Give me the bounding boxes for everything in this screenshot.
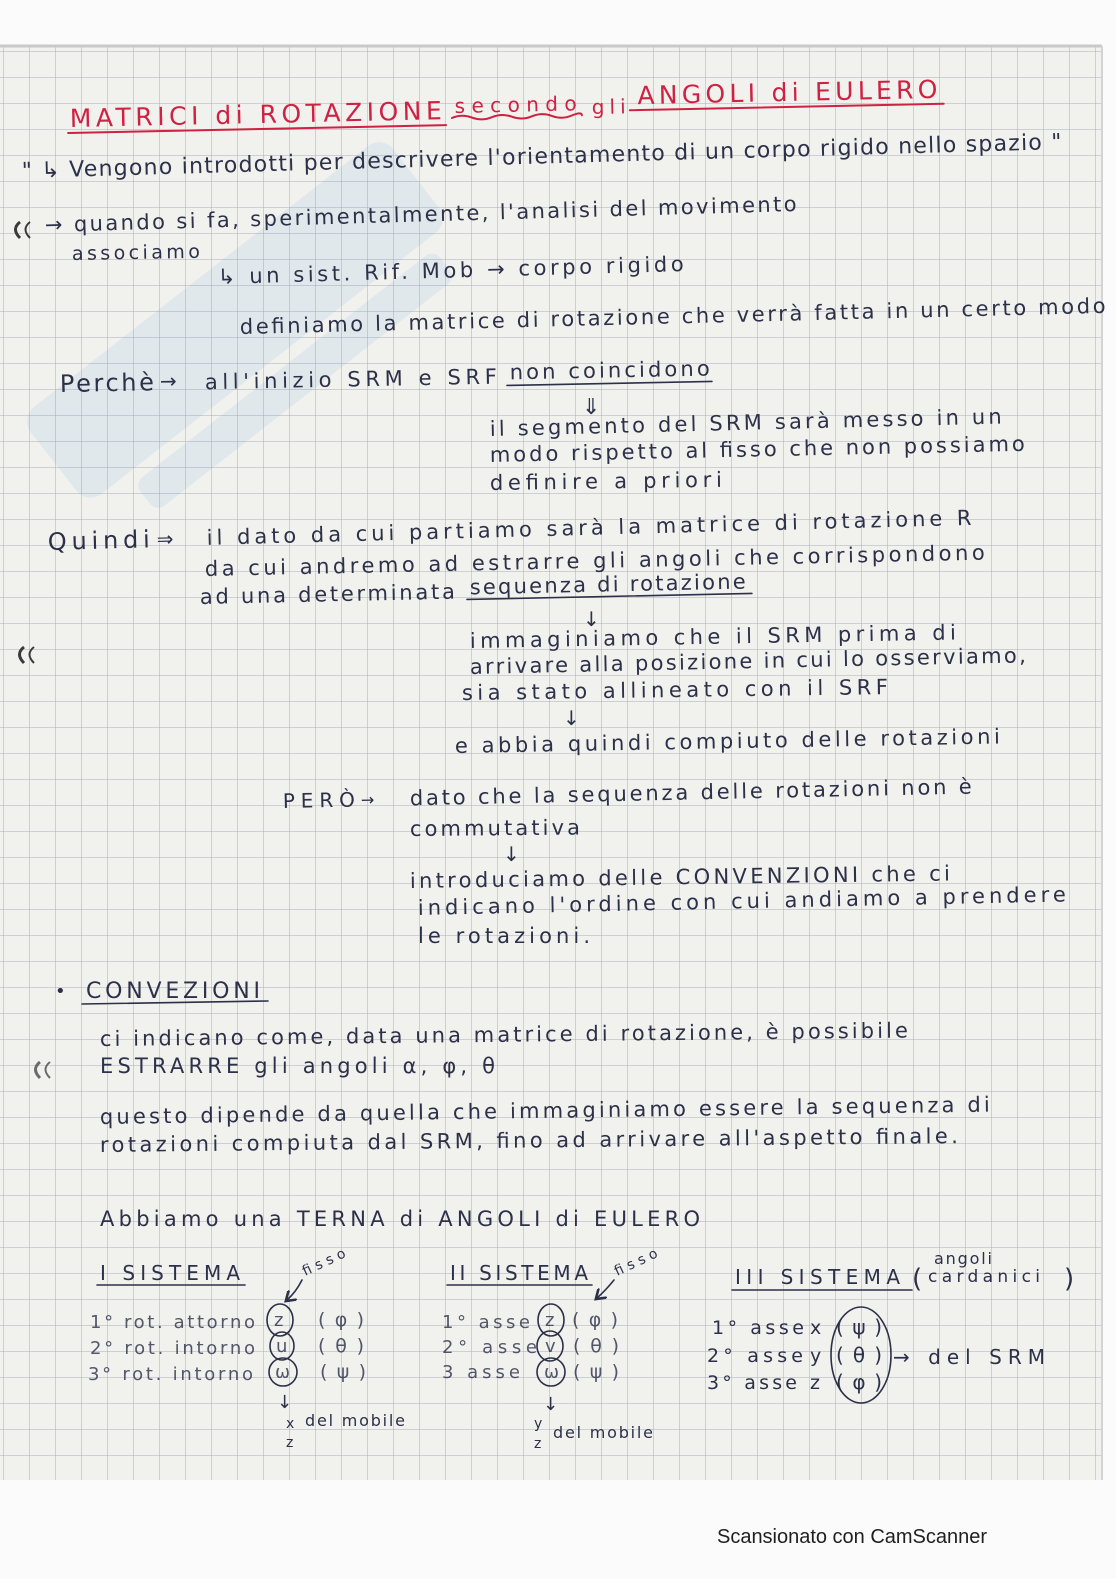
system-1-mobile-axis-top: x [286,1416,295,1432]
system-3-row-2-label: 2° asse [707,1345,803,1367]
system-2-mobile-axis-bottom: z [534,1436,542,1452]
pero-line-2: commutativa [409,815,581,841]
pero-detail-line-2: indicano l'ordine con cui andiamo a prendere [417,882,1066,920]
quindi-line-2: da cui andremo ad estrarre gli angoli che corrispondono [204,540,985,581]
quindi-detail-line-3: sia stato allineato con il SRF [461,675,889,705]
quindi-down-arrow-2: ↓ [563,706,580,730]
system-2-row-2-label: 2° asse [442,1337,537,1358]
system-3-paren-close: ) [1064,1264,1075,1294]
system-1-mobile-label: del mobile [305,1411,405,1430]
title-main: MATRICI di ROTAZIONE [69,96,443,133]
pero-detail-line-3: le rotazioni. [418,924,590,948]
perche-down-arrow: ⇓ [582,395,601,420]
title-gli: gli [591,94,626,120]
system-1-row-2-axis: u [276,1336,288,1357]
system-3-row-2-axis: y [810,1345,822,1367]
terna-heading: Abbiamo una TERNA di ANGOLI di EULERO [100,1207,700,1231]
system-2-down-arrow: ↓ [543,1394,559,1415]
perche-underlined-text: non coincidono [509,356,710,385]
quindi-arrow: ⇒ [156,526,174,552]
quindi-detail-line-1: immaginiamo che il SRM prima di [469,620,957,653]
convenzioni-detail-line-1: questo dipende da quella che immaginiamo essere la sequenza di [99,1092,990,1129]
convenzioni-heading: CONVEZIONI [86,979,260,1004]
system-2-row-2-axis: v [545,1336,556,1357]
pero-line-1: dato che la sequenza delle rotazioni non è [409,774,972,811]
perche-line-3: definire a priori [489,467,723,495]
system-3-title: III SISTEMA [735,1265,900,1289]
system-2-row-1-label: 1° asse [442,1312,530,1333]
system-1-row-1-label: 1° rot. attorno [90,1312,255,1333]
system-3-row-3-axis: z [810,1372,820,1394]
quindi-underlined-text: sequenza di rotazione [469,569,746,600]
pero-down-arrow: ↓ [503,842,520,866]
quindi-conclusion: e abbia quindi compiuto delle rotazioni [454,724,1001,758]
system-3-row-3-label: 3° asse [707,1372,797,1394]
convenzioni-line-1: ci indicano come, data una matrice di rotazione, è possibile [99,1018,909,1051]
perche-arrow: → [159,368,177,394]
system-3-result: → del SRM [893,1345,1045,1369]
system-3-row-3-angle: (φ) [836,1370,882,1394]
quindi-label: Quindi [47,525,151,556]
system-2-row-3-label: 3 asse [442,1362,520,1383]
system-1-row-3-label: 3° rot. intorno [88,1364,253,1385]
title-secondo: secondo [454,91,577,118]
system-2-mobile-axis-top: y [534,1416,543,1432]
system-1-down-arrow: ↓ [277,1392,293,1413]
experiment-line-2: associamo [71,240,201,265]
quindi-line-3: ad una determinata [199,579,456,609]
system-3-row-1-label: 1° asse [712,1317,804,1339]
system-3-row-1-axis: x [810,1317,822,1339]
system-1-row-1-axis: z [274,1310,284,1331]
system-2-row-1-angle: (φ) [572,1309,618,1331]
system-1-row-2-angle: (θ) [318,1335,364,1357]
perche-label: Perchè [59,368,155,398]
system-3-note-top: angoli [934,1249,992,1268]
system-3-note-bottom: cardanici [928,1267,1040,1287]
experiment-line-3: ↳ un sist. Rif. Mob → corpo rigido [217,251,684,289]
pero-arrow: → [360,790,375,810]
system-2-title: II SISTEMA [450,1261,588,1285]
system-2-mobile-label: del mobile [553,1423,653,1442]
system-1-row-3-axis: ω [275,1362,291,1383]
system-1-row-1-angle: (φ) [318,1309,364,1331]
pero-label: PERÒ [282,787,356,813]
system-3-row-2-angle: (θ) [836,1343,882,1367]
experiment-line-4: definiamo la matrice di rotazione che verrà fatta in un certo modo [239,293,1106,339]
system-1-row-2-label: 2° rot. intorno [90,1338,255,1359]
system-1-fisso-note: fisso [299,1245,349,1280]
perche-text: all'inizio SRM e SRF [204,364,498,395]
title-angoli: ANGOLI di EULERO [637,74,938,111]
quindi-down-arrow: ↓ [583,607,600,631]
system-3-paren-open: ( [912,1264,923,1294]
intro-text: " ↳ Vengono introdotti per descrivere l'orientamento di un corpo rigido nello spazio " [21,129,1062,184]
system-2-fisso-note: fisso [611,1245,661,1280]
scanner-footer: Scansionato con CamScanner [717,1526,987,1548]
system-2-row-3-angle: (ψ) [573,1361,619,1383]
perche-line-2: modo rispetto al fisso che non possiamo [489,431,1025,467]
convenzioni-detail-line-2: rotazioni compiuta dal SRM, fino ad arrivare all'aspetto finale. [99,1124,959,1157]
perche-line-1: il segmento del SRM sarà messo in un [489,404,1002,441]
system-1-title: I SISTEMA [100,1261,240,1285]
system-2-row-2-angle: (θ) [573,1335,619,1357]
experiment-line-1: → quando si fa, sperimentalmente, l'analisi del movimento [44,192,797,237]
system-1-mobile-axis-bottom: z [286,1435,294,1451]
quindi-detail-line-2: arrivare alla posizione in cui lo osserviamo, [469,643,1026,679]
system-2-row-1-axis: z [545,1310,555,1331]
system-1-row-3-angle: (ψ) [320,1361,366,1383]
system-3-row-1-angle: (ψ) [836,1315,882,1339]
pero-detail-line-1: introduciamo delle CONVENZIONI che ci [409,861,951,893]
system-2-row-3-axis: ω [544,1362,560,1383]
quindi-line-1: il dato da cui partiamo sarà la matrice di rotazione R [206,505,972,550]
convenzioni-line-2: ESTRARRE gli angoli α, φ, θ [100,1054,495,1078]
convenzioni-bullet: • [55,981,66,1002]
